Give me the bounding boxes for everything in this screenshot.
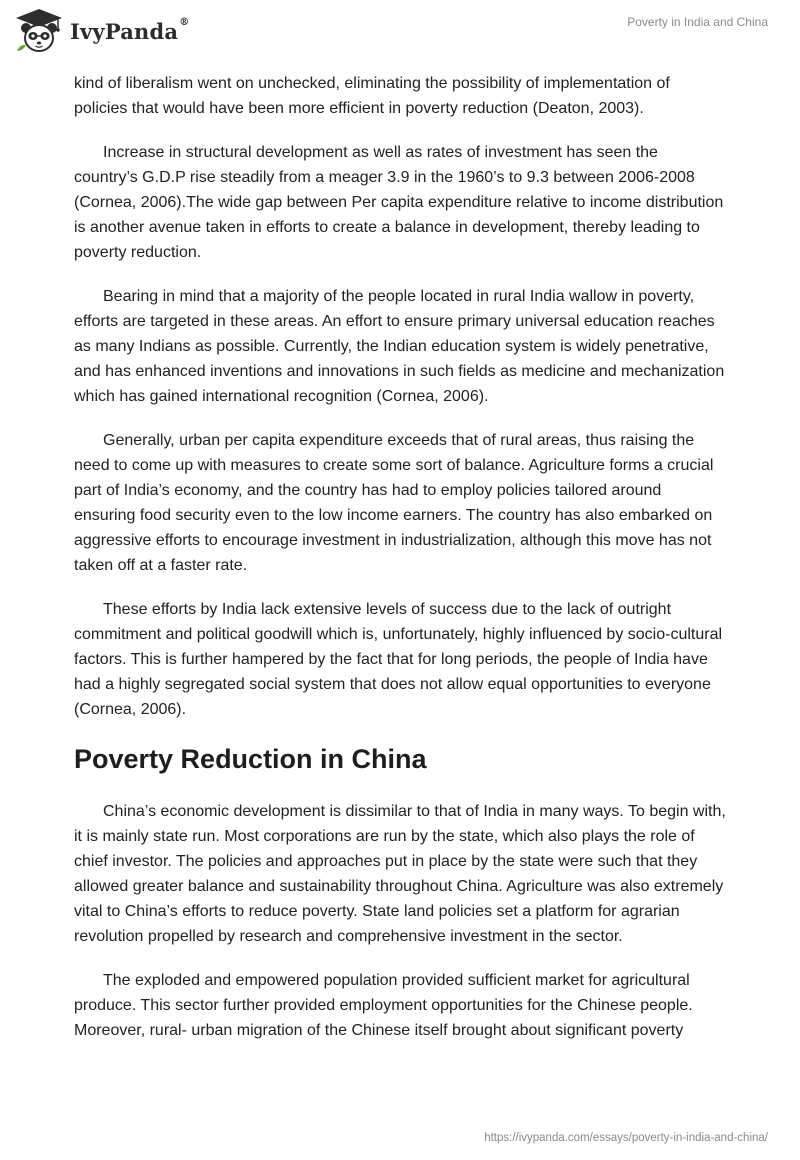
paragraph: China’s economic development is dissimilar to that of India in many ways. To begin with, it is mainly state run. Most corporations are run by the state, which also plays the role of chief investor. The policies and approaches put in place by the state were such that they allowed greater balance and sustainability throughout China. Agriculture was also extremely vital to China’s efforts to reduce poverty. State land policies set a platform for agrarian revolution propelled by research and comprehensive investment in the sector. (74, 803, 726, 945)
site-logo[interactable] (14, 7, 189, 55)
essay-body (74, 71, 726, 1062)
brand-name (70, 16, 190, 44)
registered-mark: ® (179, 16, 190, 28)
brand-text: IvyPanda (70, 18, 179, 44)
paragraph: Bearing in mind that a majority of the people located in rural India wallow in poverty, efforts are targeted in these areas. An effort to ensure primary universal education reaches as many Indians as possible. Currently, the Indian education system is widely penetrative, and has enhanced inventions and innovations in such fields as medicine and mechanization which has gained international recognition (Cornea, 2006). (74, 288, 725, 405)
page-header (0, 0, 800, 64)
paragraph: Increase in structural development as well as rates of investment has seen the country’s G.D.P rise steadily from a meager 3.9 in the 1960’s to 9.3 between 2006-2008 (Cornea, 2006).The wide gap between Per capita expenditure relative to income distribution is another avenue taken in efforts to create a balance in development, thereby leading to poverty reduction. (74, 144, 724, 261)
paragraph: The exploded and empowered population provided sufficient market for agricultural produce. This sector further provided employment opportunities for the Chinese people. Moreover, rural- urban migration of the Chinese itself brought about significant poverty (74, 972, 693, 1039)
paragraph-continuation: kind of liberalism went on unchecked, eliminating the possibility of implementation of policies that would have been more efficient in poverty reduction (Deaton, 2003). (74, 75, 670, 117)
paragraph: Generally, urban per capita expenditure exceeds that of rural areas, thus raising the need to come up with measures to create some sort of balance. Agriculture forms a crucial part of India’s economy, and the country has had to employ policies tailored around ensuring food security even to the low income earners. The country has also embarked on aggressive efforts to encourage investment in industrialization, although this move has not taken off at a faster rate. (74, 432, 714, 574)
section-heading: Poverty Reduction in China (74, 744, 427, 774)
panda-graduate-icon (14, 7, 64, 55)
paragraph: These efforts by India lack extensive levels of success due to the lack of outright commitment and political goodwill which is, unfortunately, highly influenced by socio-cultural factors. This is further hampered by the fact that for long periods, the people of India have had a highly segregated social system that does not allow equal opportunities to everyone (Cornea, 2006). (74, 601, 723, 718)
document-title: Poverty in India and China (627, 15, 768, 29)
source-url[interactable]: https://ivypanda.com/essays/poverty-in-india-and-china/ (484, 1132, 768, 1144)
